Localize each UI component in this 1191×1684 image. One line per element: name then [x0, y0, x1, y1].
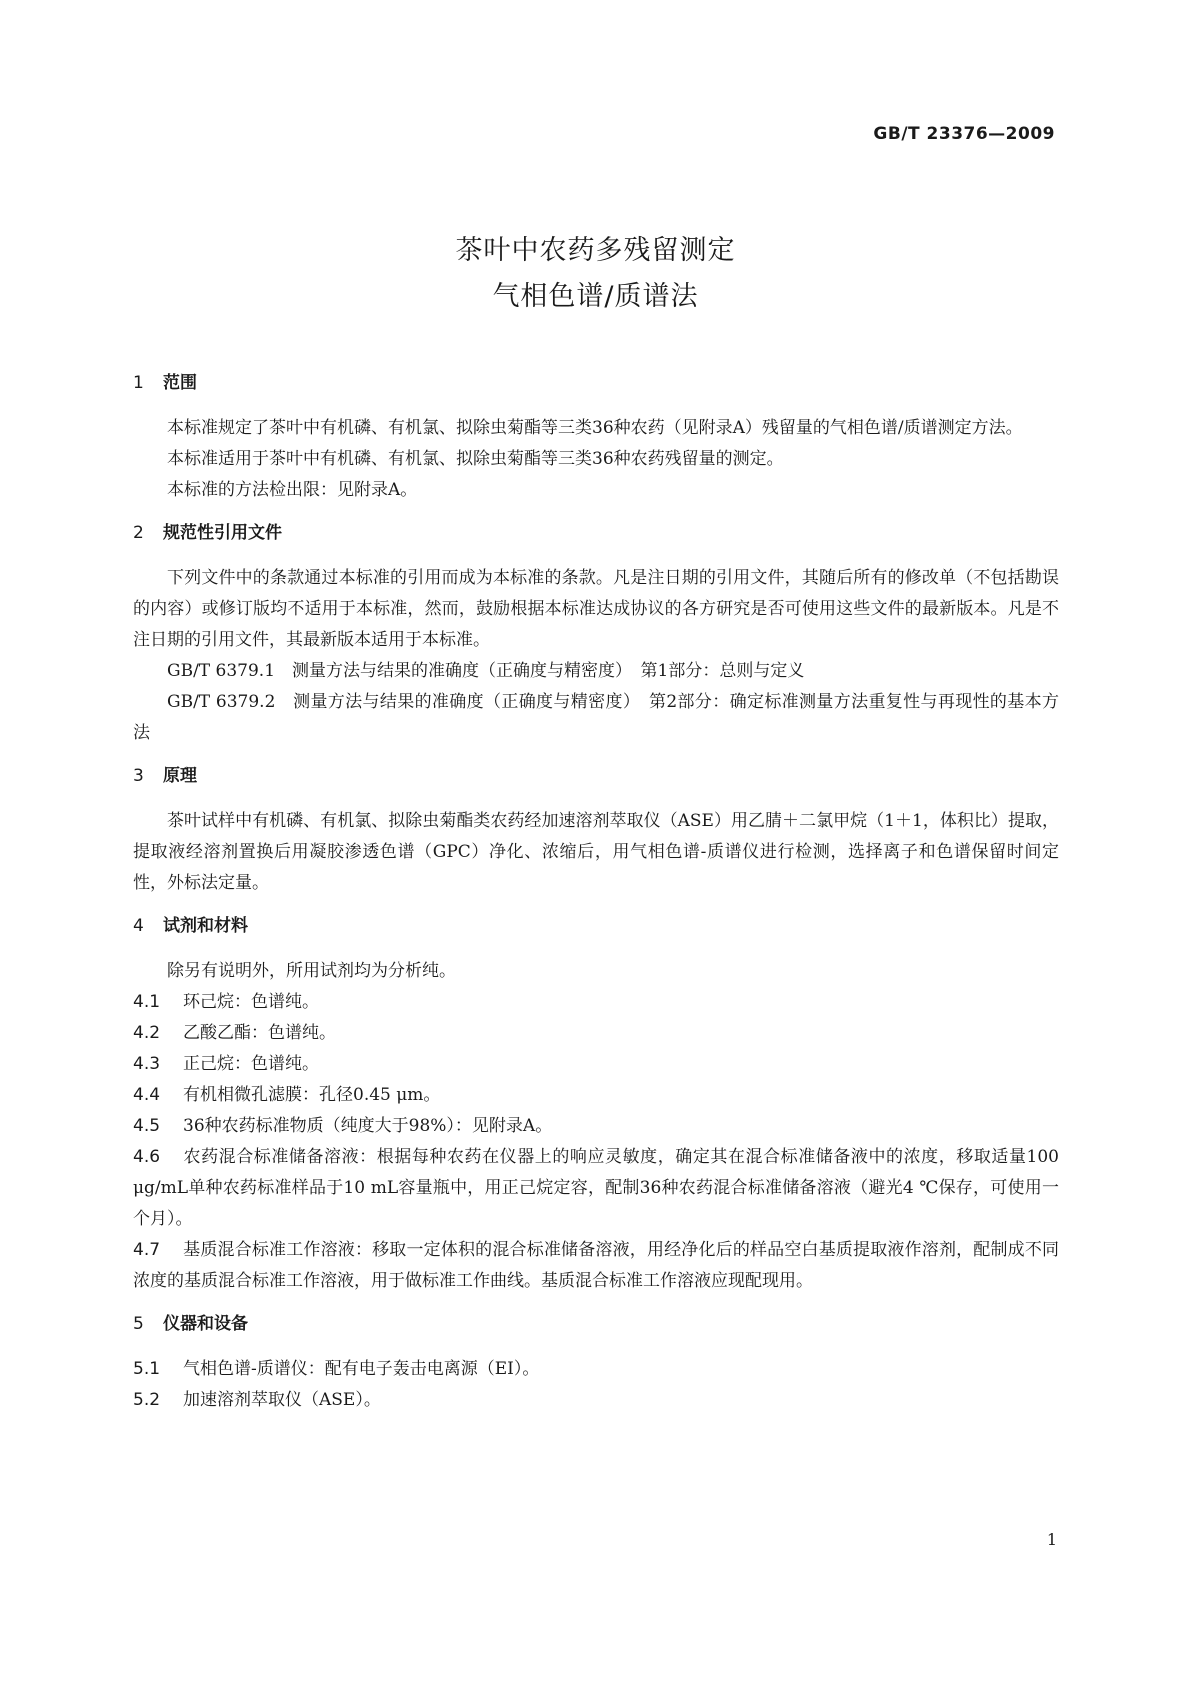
document-title: 茶叶中农药多残留测定	[455, 235, 736, 266]
section-heading-1: 1 范围	[133, 373, 197, 393]
reference-item: GB/T 6379.2 测量方法与结果的准确度（正确度与精密度） 第2部分：确定标准测量方法重复性与再现性的基本方法	[133, 692, 1059, 743]
list-item: 5.2 加速溶剂萃取仪（ASE）。	[133, 1390, 381, 1410]
list-item: 4.3 正己烷：色谱纯。	[133, 1054, 319, 1074]
paragraph: 本标准适用于茶叶中有机磷、有机氯、拟除虫菊酯等三类36种农药残留量的测定。	[167, 449, 784, 469]
section-heading-3: 3 原理	[133, 766, 197, 786]
list-item: 4.1 环己烷：色谱纯。	[133, 992, 319, 1012]
paragraph: 下列文件中的条款通过本标准的引用而成为本标准的条款。凡是注日期的引用文件，其随后所有的修改单（不包括勘误的内容）或修订版均不适用于本标准，然而，鼓励根据本标准达成协议的各方研究是否可使用这些文件的最新版本。凡是不注日期的引用文件，其最新版本适用于本标准。	[133, 568, 1059, 650]
list-item: 4.6 农药混合标准储备溶液：根据每种农药在仪器上的响应灵敏度，确定其在混合标准储备液中的浓度，移取适量100 μg/mL单种农药标准样品于10 mL容量瓶中，用正己烷定容，配制36种农药混合标准储备溶液（避光4 ℃保存，可使用一个月）。	[133, 1147, 1059, 1229]
paragraph: 本标准规定了茶叶中有机磷、有机氯、拟除虫菊酯等三类36种农药（见附录A）残留量的气相色谱/质谱测定方法。	[167, 418, 1023, 438]
section-heading-2: 2 规范性引用文件	[133, 523, 282, 543]
list-item: 4.7 基质混合标准工作溶液：移取一定体积的混合标准储备溶液，用经净化后的样品空白基质提取液作溶剂，配制成不同浓度的基质混合标准工作溶液，用于做标准工作曲线。基质混合标准工作溶液应现配现用。	[133, 1240, 1059, 1291]
standard-code: GB/T 23376—2009	[873, 124, 1055, 144]
paragraph: 本标准的方法检出限：见附录A。	[167, 480, 418, 500]
section-heading-4: 4 试剂和材料	[133, 916, 248, 936]
list-item: 5.1 气相色谱-质谱仪：配有电子轰击电离源（EI）。	[133, 1359, 540, 1379]
list-item: 4.4 有机相微孔滤膜：孔径0.45 μm。	[133, 1085, 441, 1105]
document-body	[133, 368, 1059, 1416]
section-heading-5: 5 仪器和设备	[133, 1314, 248, 1334]
paragraph: 除另有说明外，所用试剂均为分析纯。	[167, 961, 456, 981]
page-number: 1	[1046, 1530, 1057, 1549]
document-subtitle: 气相色谱/质谱法	[492, 281, 699, 312]
paragraph: 茶叶试样中有机磷、有机氯、拟除虫菊酯类农药经加速溶剂萃取仪（ASE）用乙腈＋二氯甲烷（1＋1，体积比）提取，提取液经溶剂置换后用凝胶渗透色谱（GPC）净化、浓缩后，用气相色谱-质谱仪进行检测，选择离子和色谱保留时间定性，外标法定量。	[133, 811, 1059, 893]
list-item: 4.2 乙酸乙酯：色谱纯。	[133, 1023, 336, 1043]
list-item: 4.5 36种农药标准物质（纯度大于98%）：见附录A。	[133, 1116, 553, 1136]
reference-item: GB/T 6379.1 测量方法与结果的准确度（正确度与精密度） 第1部分：总则与定义	[167, 661, 805, 681]
